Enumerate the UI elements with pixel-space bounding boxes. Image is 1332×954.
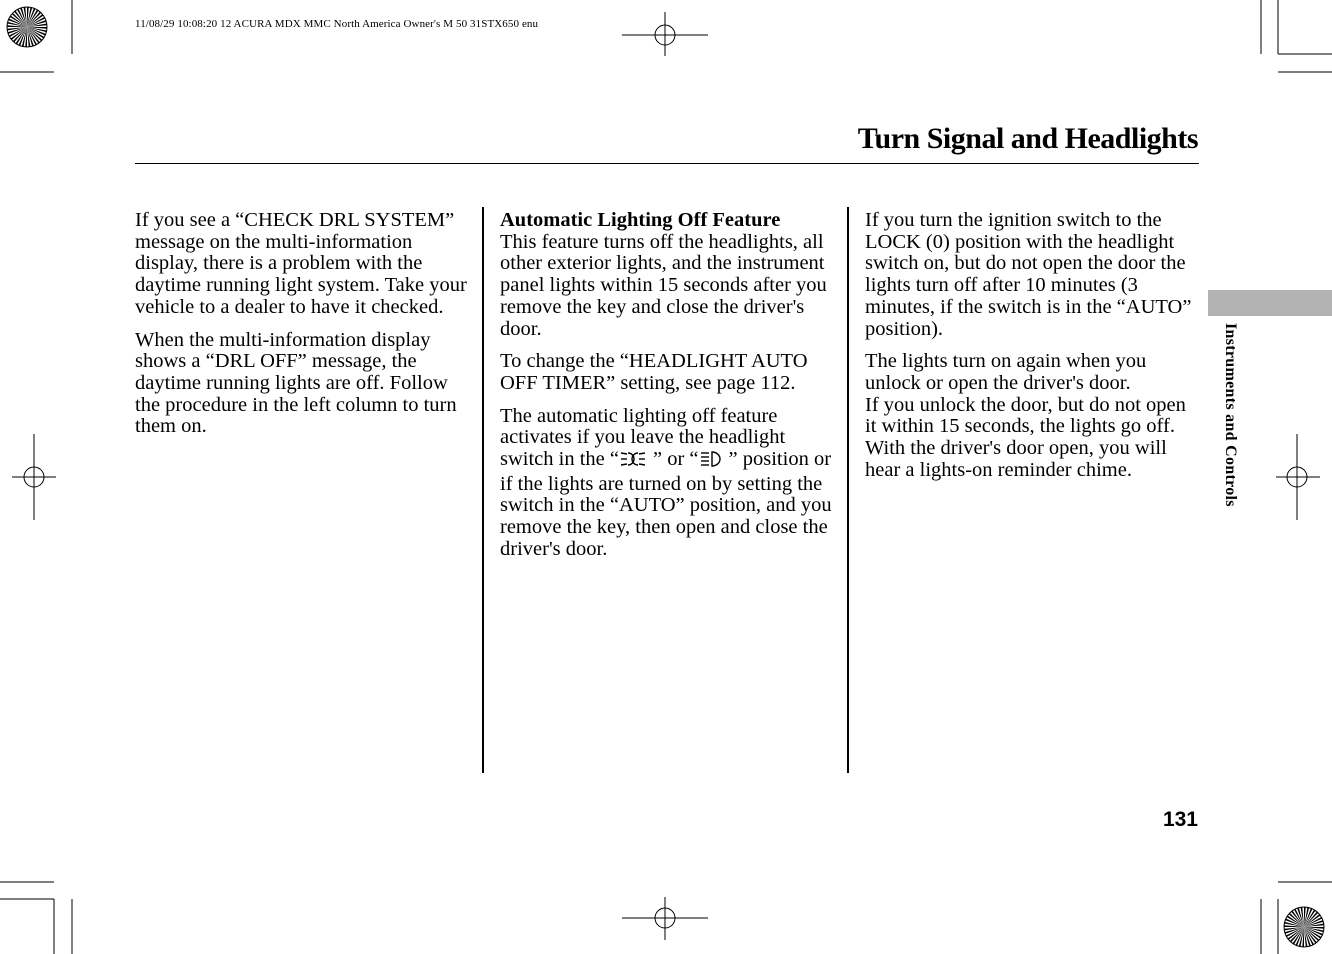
headlight-icon (699, 450, 729, 474)
parking-lights-icon (619, 450, 653, 474)
print-metadata: 11/08/29 10:08:20 12 ACURA MDX MMC North America Owner's M 50 31STX650 enu (135, 18, 539, 30)
paragraph (865, 351, 1197, 481)
paragraph: To change the “HEADLIGHT AUTO OFF TIMER” setting, see page 112. (500, 350, 808, 394)
column-divider (847, 207, 849, 773)
column-1 (135, 210, 467, 449)
registration-mark-icon (12, 434, 56, 520)
paragraph (500, 406, 832, 561)
page-title: Turn Signal and Headlights (857, 122, 1198, 155)
title-rule (135, 163, 1199, 164)
text-run: ” or “ (653, 448, 699, 471)
crop-mark-icon (0, 882, 72, 954)
text-run: The lights turn on again when you unlock or open the driver's door. (865, 350, 1147, 394)
section-heading: Automatic Lighting Off Feature (500, 209, 781, 231)
registration-mark-icon (622, 12, 708, 56)
section-tab-label: Instruments and Controls (1222, 323, 1239, 507)
column-divider (482, 207, 484, 773)
text-run: If you unlock the door, but do not open it within 15 seconds, the lights go off. With the driver's door open, you will hear a lights-on reminder chime. (865, 393, 1186, 481)
column-2 (500, 210, 832, 572)
paragraph: This feature turns off the headlights, all other exterior lights, and the instrument panel lights within 15 seconds after you remove the key and close the driver's door. (500, 230, 827, 340)
printer-starburst-icon (1284, 907, 1324, 947)
registration-mark-icon (1276, 434, 1320, 520)
crop-mark-icon (1261, 0, 1332, 72)
paragraph: When the multi-information display shows a “DRL OFF” message, the daytime running lights are off. Follow the procedure in the left column to turn them on. (135, 328, 457, 438)
paragraph: If you see a “CHECK DRL SYSTEM” message on the multi-information display, there is a problem with the daytime running light system. Take your vehicle to a dealer to have it checked. (135, 209, 467, 318)
text-run: The automatic lighting off feature activates if you leave the headlight switch in the “ (500, 404, 786, 471)
column-3 (865, 210, 1197, 481)
section-tab (1208, 290, 1332, 316)
registration-mark-icon (622, 897, 708, 940)
text-run: ” position or if the lights are turned on by setting the switch in the “AUTO” position, and you remove the key, then open and close the driver's door. (500, 448, 832, 560)
paragraph: If you turn the ignition switch to the LOCK (0) position with the headlight switch on, but do not open the door the lights turn off after 10 minutes (3 minutes, if the switch is in the “AUTO” position). (865, 209, 1192, 340)
printer-starburst-icon (7, 7, 47, 47)
page-number: 131 (1162, 808, 1198, 831)
